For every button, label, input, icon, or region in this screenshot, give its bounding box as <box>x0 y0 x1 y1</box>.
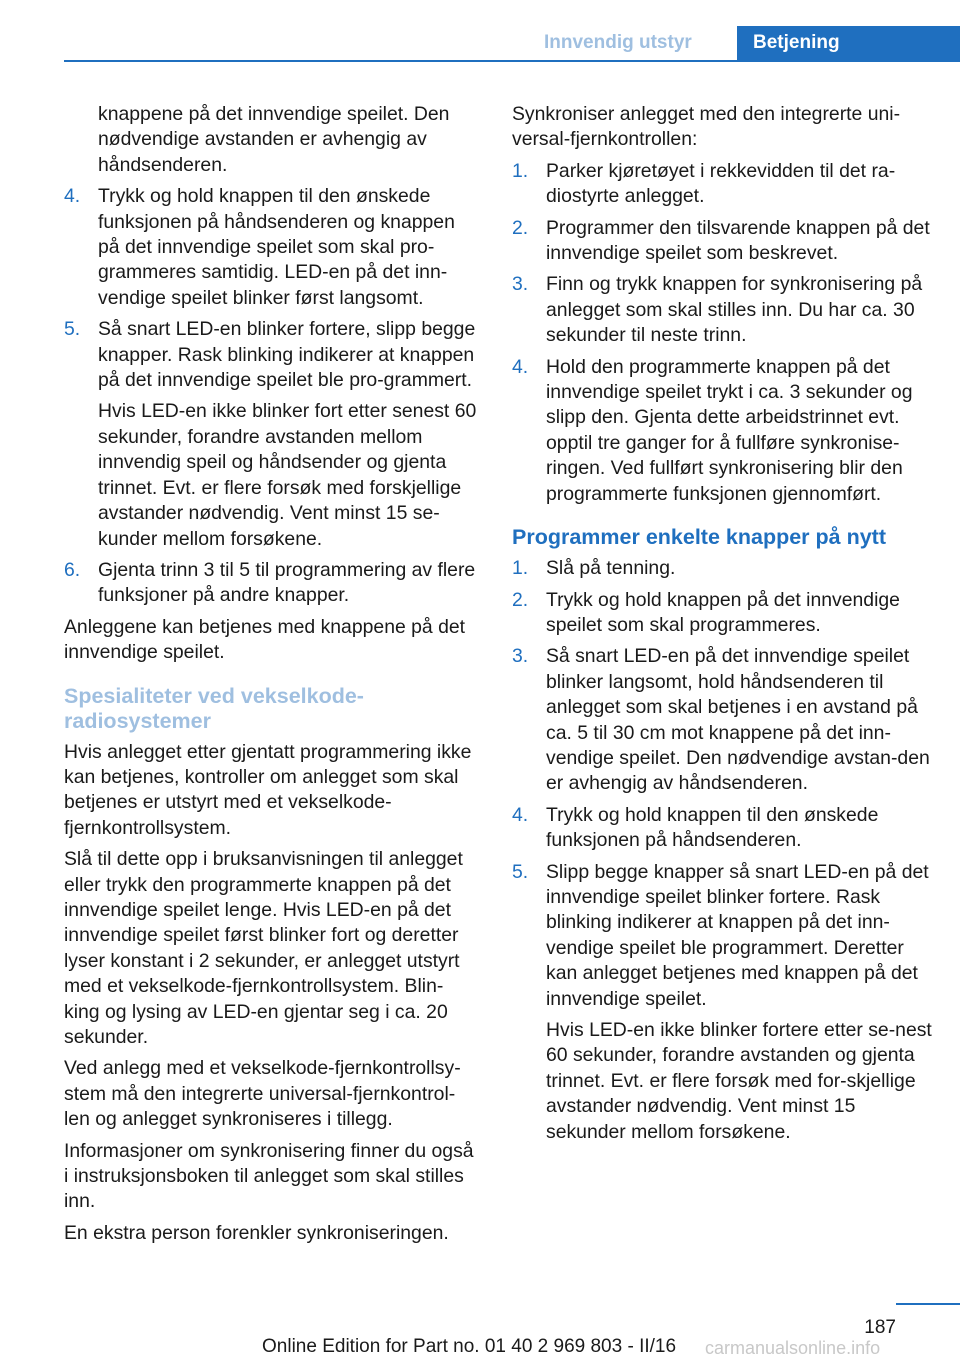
step-text: Gjenta trinn 3 til 5 til programmering av flere funksjoner på andre knapper. <box>98 558 476 607</box>
step-number: 4. <box>512 803 529 826</box>
list-item <box>64 558 478 609</box>
list-item <box>64 184 478 311</box>
step-note: Hvis LED-en ikke blinker fortere etter se-nest 60 sekunder, forandre avstanden og gjenta trinnet. Evt. er flere forsøk med for-skjellige avstander nødvendig. Vent minst 15 sekunder mellom forsøkene. <box>546 1019 932 1143</box>
list-item <box>512 588 932 639</box>
list-item <box>512 272 932 348</box>
paragraph: Anleggene kan betjenes med knappene på det innvendige speilet. <box>64 615 466 664</box>
step-number: 5. <box>512 860 529 883</box>
step-text: Slå på tenning. <box>546 557 676 580</box>
step-text: Trykk og hold knappen til den ønskede funksjonen på håndsenderen. <box>546 803 879 852</box>
edition-line: Online Edition for Part no. 01 40 2 969 803 - II/16 <box>262 1336 677 1357</box>
step-number: 4. <box>64 185 81 208</box>
paragraph: Ved anlegg med et vekselkode-fjernkontrollsy-stem må den integrerte universal-fjernkontrol-len og anlegget synkroniseres i tillegg. <box>64 1057 461 1131</box>
step-text: Trykk og hold knappen til den ønskede funksjonen på håndsenderen og knappen på det innvendige speilet som skal pro-grammeres samtidig. LED-en på det inn-vendige speilet blinker først langsomt. <box>98 185 455 309</box>
header-rule <box>64 60 960 62</box>
section-heading: Programmer enkelte knapper på nytt <box>512 525 886 550</box>
list-item <box>512 355 932 507</box>
step-number: 1. <box>512 159 529 182</box>
step-text: Slipp begge knapper så snart LED-en på det innvendige speilet blinker fortere. Rask blinking indikerer at knappen på det inn-vendige speilet ble programmert. Deretter kan anlegget betjenes med knappen på det innvendige speilet. <box>546 860 929 1010</box>
step-text: Finn og trykk knappen for synkronisering på anlegget som skal stilles inn. Du har ca. 30 sekunder til neste trinn. <box>546 273 923 347</box>
list-item <box>512 803 932 854</box>
step-text: Så snart LED-en på det innvendige speilet blinker langsomt, hold håndsenderen til anlegget som skal betjenes i en avstand på ca. 5 til 30 cm mot knappene på det inn-vendige speilet. Den nødvendige avstan-den er avhengig av håndsenderen. <box>546 645 930 795</box>
paragraph: Hvis anlegget etter gjentatt programmering ikke kan betjenes, kontroller om anlegget som skal betjenes er utstyrt med et vekselkode-fjernkontrollsystem. <box>64 740 472 839</box>
step-text: Så snart LED-en blinker fortere, slipp begge knapper. Rask blinking indikerer at knappen på det innvendige speilet ble pro-grammert. <box>98 318 476 392</box>
step-number: 1. <box>512 557 529 580</box>
right-column <box>512 102 932 1151</box>
header-section-title: Innvendig utstyr <box>544 32 692 53</box>
paragraph: Synkroniser anlegget med den integrerte uni-versal-fjernkontrollen: <box>512 103 901 151</box>
step-number: 5. <box>64 318 81 341</box>
list-item <box>512 216 932 267</box>
step-text: Programmer den tilsvarende knappen på det innvendige speilet som beskrevet. <box>546 216 930 265</box>
left-column <box>64 102 478 1252</box>
step-note: Hvis LED-en ikke blinker fort etter senest 60 sekunder, forandre avstanden mellom innvendig speil og håndsender og gjenta trinnet. Evt. er flere forsøk med forskjellige avstander nødvendig. Vent minst 15 se-kunder mellom forsøkene. <box>98 400 477 550</box>
list-item <box>64 317 478 393</box>
step-number: 2. <box>512 216 529 239</box>
paragraph: knappene på det innvendige speilet. Den nødvendige avstanden er avhengig av håndsenderen. <box>98 103 450 176</box>
paragraph: En ekstra person forenkler synkroniseringen. <box>64 1221 449 1244</box>
header-chapter-tab: Betjening <box>737 26 960 60</box>
step-text: Trykk og hold knappen på det innvendige speilet som skal programmeres. <box>546 588 900 636</box>
list-item <box>512 556 932 581</box>
step-number: 4. <box>512 355 529 378</box>
step-text: Parker kjøretøyet i rekkevidden til det ra-diostyrte anlegget. <box>546 159 896 208</box>
list-item <box>512 860 932 1012</box>
step-number: 3. <box>512 645 529 668</box>
step-number: 3. <box>512 273 529 296</box>
step-number: 2. <box>512 588 529 611</box>
footer-rule <box>896 1303 960 1305</box>
page-number: 187 <box>864 1317 896 1338</box>
step-number: 6. <box>64 558 81 581</box>
paragraph: Slå til dette opp i bruksanvisningen til anlegget eller trykk den programmerte knappen på det innvendige speilet lenge. Hvis LED-en på det innvendige speilet først blinker fort og deretter lyser konstant i 2 sekunder, er anlegget utstyrt med et vekselkode-fjernkontrollsystem. Blin-king og lysing av LED-en gjentar seg i ca. 20 sekunder. <box>64 848 463 1048</box>
paragraph: Informasjoner om synkronisering finner du også i instruksjonsboken til anlegget som skal stilles inn. <box>64 1139 474 1213</box>
list-item <box>512 644 932 796</box>
page-header <box>0 26 960 62</box>
list-item <box>512 159 932 210</box>
watermark: carmanualsonline.info <box>705 1338 881 1358</box>
step-text: Hold den programmerte knappen på det innvendige speilet trykt i ca. 3 sekunder og slipp den. Gjenta dette arbeidstrinnet evt. opptil tre ganger for å fullføre synkronise-ringen. Ved fullført synkronisering blir den programmerte funksjonen gjennomført. <box>546 355 913 505</box>
section-heading: Spesialiteter ved vekselkode-radiosystemer <box>64 683 364 733</box>
